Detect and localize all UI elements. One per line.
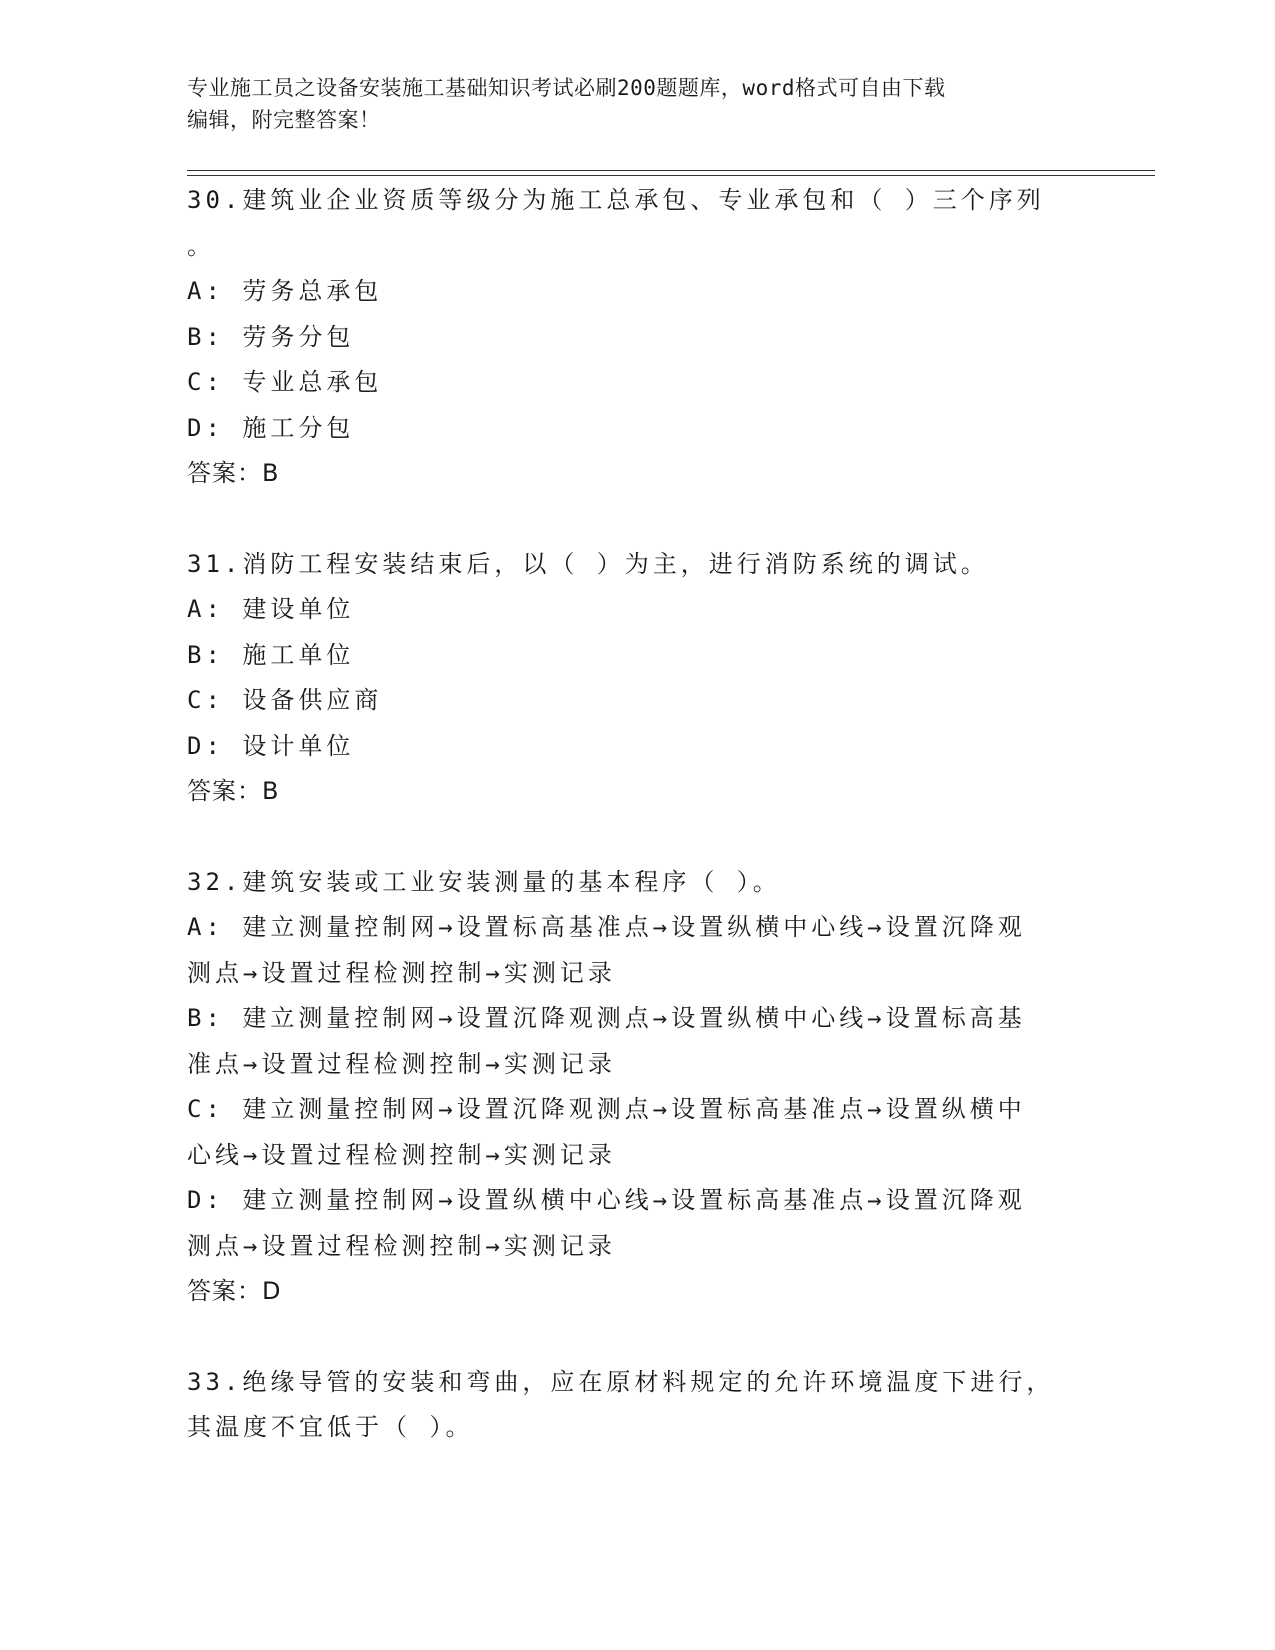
- header-divider: [187, 170, 1155, 176]
- option-c-continued: 心线→设置过程检测控制→实测记录: [187, 1140, 616, 1169]
- option-c: C: 设备供应商: [187, 686, 383, 714]
- question-31: [187, 542, 1155, 815]
- option-b: B: 劳务分包: [187, 322, 355, 351]
- answer-label: 答案：B: [187, 459, 280, 487]
- option-b: B: 建立测量控制网→设置沉降观测点→设置纵横中心线→设置标高基: [187, 1004, 1026, 1032]
- question-stem: 。: [187, 231, 215, 260]
- option-a: A: 建设单位: [187, 595, 355, 623]
- header-line: 专业施工员之设备安装施工基础知识考试必刷200题题库，word格式可自由下载: [187, 76, 946, 100]
- document-page: [187, 72, 1155, 1451]
- answer-label: 答案：B: [187, 777, 280, 805]
- question-stem: 31.消防工程安装结束后，以（ ）为主，进行消防系统的调试。: [187, 549, 989, 578]
- option-c: C: 专业总承包: [187, 368, 383, 396]
- question-stem: 32.建筑安装或工业安装测量的基本程序（ ）。: [187, 867, 781, 896]
- question-stem: 其温度不宜低于（ ）。: [187, 1413, 474, 1441]
- option-b: B: 施工单位: [187, 640, 355, 669]
- question-stem: 33.绝缘导管的安装和弯曲，应在原材料规定的允许环境温度下进行，: [187, 1367, 1055, 1396]
- option-d-continued: 测点→设置过程检测控制→实测记录: [187, 1231, 616, 1260]
- option-a-continued: 测点→设置过程检测控制→实测记录: [187, 958, 616, 987]
- option-d: D: 设计单位: [187, 731, 355, 760]
- option-c: C: 建立测量控制网→设置沉降观测点→设置标高基准点→设置纵横中: [187, 1095, 1026, 1123]
- document-header: [187, 72, 1067, 136]
- question-30: [187, 178, 1155, 497]
- question-stem: 30.建筑业企业资质等级分为施工总承包、专业承包和（ ）三个序列: [187, 186, 1045, 214]
- question-33: [187, 1360, 1155, 1451]
- question-32: [187, 860, 1155, 1315]
- option-b-continued: 准点→设置过程检测控制→实测记录: [187, 1049, 616, 1078]
- option-d: D: 施工分包: [187, 413, 355, 442]
- question-list: [187, 178, 1155, 1451]
- option-d: D: 建立测量控制网→设置纵横中心线→设置标高基准点→设置沉降观: [187, 1186, 1026, 1214]
- header-line: 编辑，附完整答案！: [187, 108, 381, 132]
- option-a: A: 建立测量控制网→设置标高基准点→设置纵横中心线→设置沉降观: [187, 913, 1026, 941]
- answer-label: 答案：D: [187, 1277, 282, 1305]
- option-a: A: 劳务总承包: [187, 277, 383, 305]
